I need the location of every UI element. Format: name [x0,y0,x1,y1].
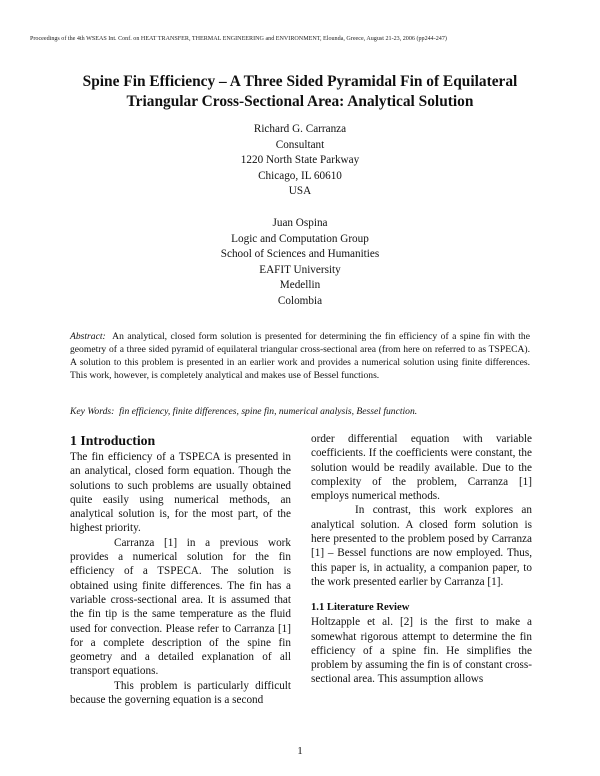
title-line-2: Triangular Cross-Sectional Area: Analytical Solution [126,93,474,110]
author-2-name: Juan Ospina [272,217,328,229]
intro-paragraph-3: This problem is particularly difficult because the governing equation is a second [70,679,291,707]
abstract-label: Abstract: [70,331,106,342]
abstract [70,330,530,382]
paper-title [40,72,560,112]
literature-paragraph-1: Holtzapple et al. [2] is the first to make a somewhat rigorous attempt to determine the fin efficiency of a spine fin. He simplifies the problem by assuming the fin is of constant cross-sectional area. This assumption allows [311,616,532,686]
author-1-street: 1220 North State Parkway [240,154,360,167]
left-column [70,432,291,707]
intro-paragraph-3-continued: order differential equation with variable coefficients. If the coefficients were constant, the solution would be readily available. Due to the complexity of the problem, Carranza [1] employs numerical methods. [311,433,532,503]
author-1-name: Richard G. Carranza [253,123,347,135]
author-block-2 [150,216,450,310]
keywords [70,405,530,418]
running-head: Proceedings of the 4th WSEAS Int. Conf. on HEAT TRANSFER, THERMAL ENGINEERING and ENVIRONMENT, Elounda, Greece, August 21-23, 2006 (pp244-247) [30,36,447,42]
right-column [311,432,532,687]
intro-paragraph-4: In contrast, this work explores an analytical solution. A closed form solution is here presented to the problem posed by Carranza [1] – Bessel functions are now employed. Thus, this paper is, in actuality, a companion paper, to the work presented earlier by Carranza [1]. [311,504,532,588]
author-1-country: USA [288,185,312,198]
author-1-role: Consultant [275,138,325,151]
title-line-1: Spine Fin Efficiency – A Three Sided Pyramidal Fin of Equilateral [82,73,518,90]
page-number: 1 [297,745,303,757]
intro-paragraph-2: Carranza [1] in a previous work provides a numerical solution for the fin efficiency of a TSPECA. The solution is obtained using finite differences. The fin has a variable cross-sectional area. It is assumed that the fin tip is the same temperature as the fluid used for convection. Please refer to Carranza [1] for a complete description of the spine fin geometry and a detailed explanation of all transport equations. [70,536,291,678]
keywords-label: Key Words: [70,406,115,417]
abstract-text: An analytical, closed form solution is presented for determining the fin efficiency of a spine fin with the geometry of a three sided pyramid of equilateral triangular cross-sectional area (from here on referred to as TSPECA). A solution to this problem is presented in an earlier work and provides a numerical solution using finite differences. This work, however, is completely analytical and makes use of Bessel functions. [70,331,530,381]
author-2-school: School of Sciences and Humanities [220,248,380,261]
subsection-heading-literature-review: 1.1 Literature Review [311,602,410,614]
section-heading-introduction: 1 Introduction [70,433,156,448]
author-block-1 [150,122,450,200]
author-1-city: Chicago, IL 60610 [258,169,342,182]
author-2-city: Medellin [279,279,321,292]
intro-paragraph-1: The fin efficiency of a TSPECA is presented in an analytical, closed form equation. Though the solutions to such problems are usually obtained quite easily using numerical methods, an analytical solution is, for the most part, of the highest priority. [70,451,291,535]
keywords-text: fin efficiency, finite differences, spine fin, numerical analysis, Bessel function. [119,406,418,417]
author-2-country: Colombia [277,294,323,307]
author-2-university: EAFIT University [259,263,341,276]
author-2-group: Logic and Computation Group [231,232,369,245]
